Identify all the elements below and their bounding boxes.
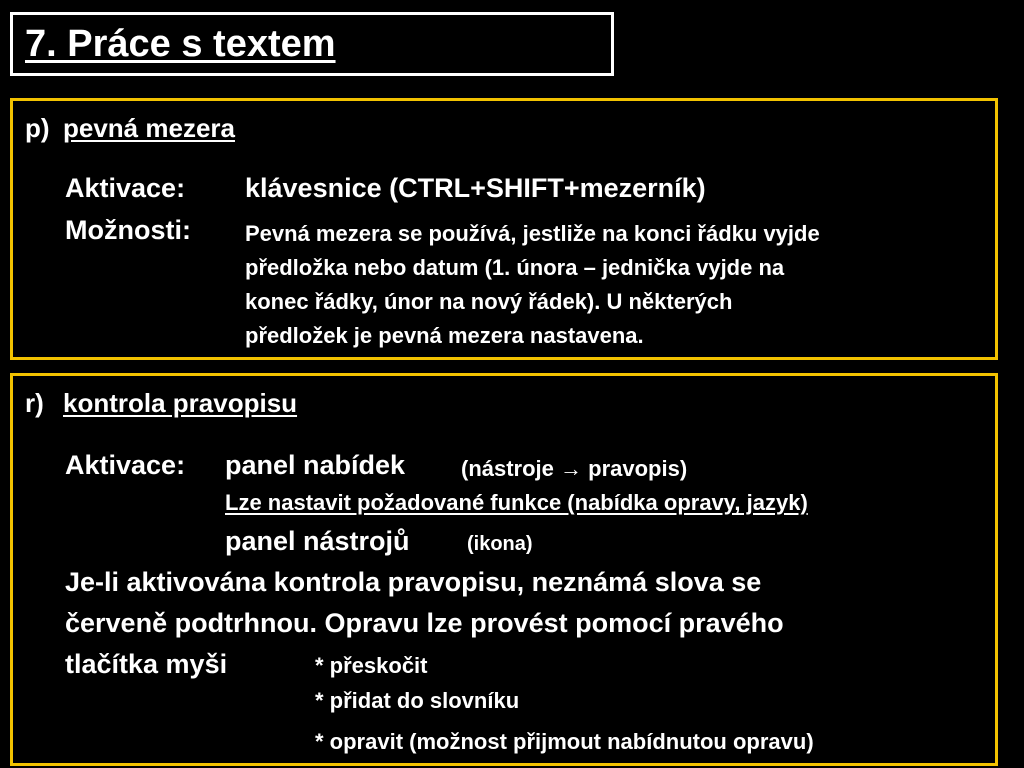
section-r-letter: r) (25, 388, 44, 418)
section-r-menu-panel-note: (nástroje → pravopis) (461, 456, 688, 481)
section-p-box (10, 98, 998, 360)
section-r-menu-panel: panel nabídek (225, 450, 406, 480)
section-r-menu-item: * přidat do slovníku (315, 688, 520, 713)
slide-title: 7. Práce s textem (25, 23, 336, 65)
section-p-options-line: konec řádky, únor na nový řádek). U některých (245, 289, 733, 314)
section-r-menu-item: * přeskočit (315, 653, 428, 678)
section-r-tool-panel-note: (ikona) (467, 533, 533, 555)
section-r-description-line: Je-li aktivována kontrola pravopisu, neznámá slova se (65, 567, 762, 597)
slide-title-box (10, 12, 614, 76)
section-p-options-line: Pevná mezera se používá, jestliže na konci řádku vyjde (245, 221, 820, 246)
section-r-description-line: červeně podtrhnou. Opravu lze provést pomocí pravého (65, 608, 784, 638)
section-r-menu-note: Lze nastavit požadované funkce (nabídka opravy, jazyk) (225, 490, 808, 515)
section-r-box (10, 373, 998, 766)
section-r-menu-item: * opravit (možnost přijmout nabídnutou opravu) (315, 729, 814, 754)
section-p-heading: pevná mezera (63, 113, 235, 143)
section-r-activation-label: Aktivace: (65, 450, 186, 480)
section-p-options-line: předložek je pevná mezera nastavena. (245, 323, 644, 348)
section-p-letter: p) (25, 113, 50, 143)
section-p-activation-label: Aktivace: (65, 173, 186, 203)
section-p-activation-value: klávesnice (CTRL+SHIFT+mezerník) (245, 173, 706, 203)
section-r-heading: kontrola pravopisu (63, 388, 298, 418)
section-r-tool-panel: panel nástrojů (225, 526, 410, 556)
section-r-description-line: tlačítka myši (65, 649, 228, 679)
section-p-options-label: Možnosti: (65, 215, 191, 245)
section-p-options-line: předložka nebo datum (1. února – jednička vyjde na (245, 255, 785, 280)
